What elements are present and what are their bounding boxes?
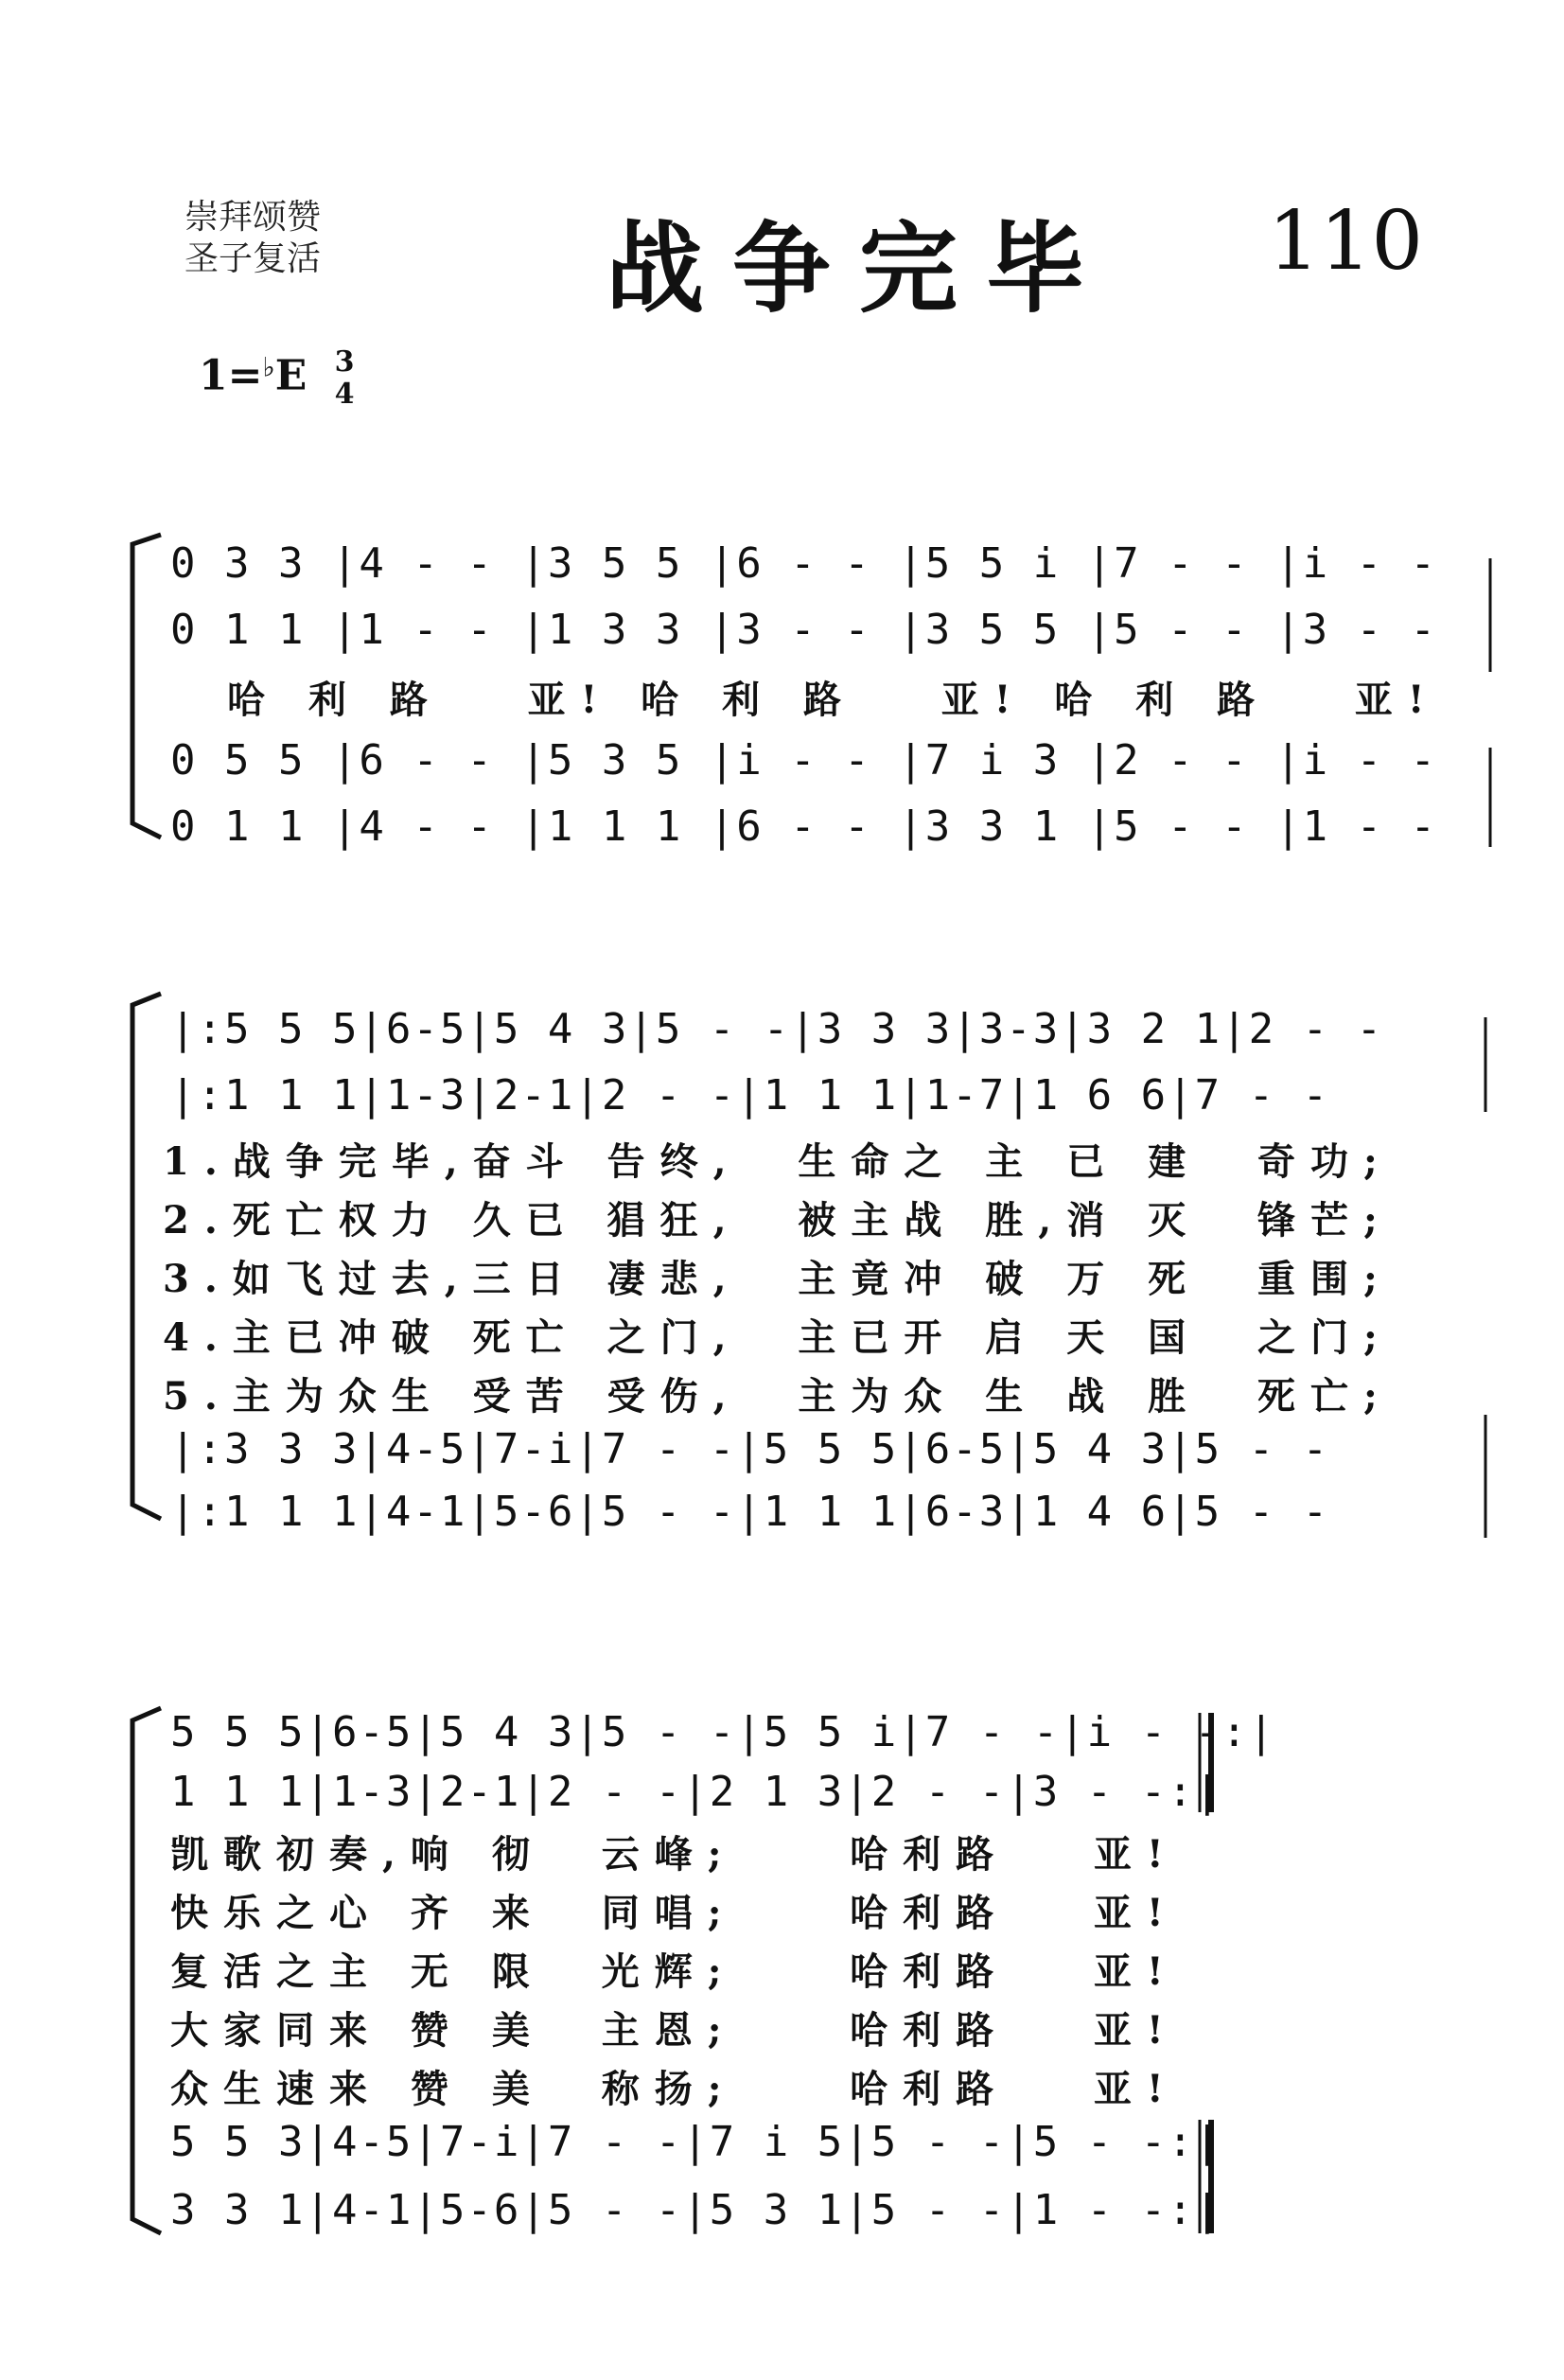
system1-lyrics: 哈 利 路 亚! 哈 利 路 亚! 哈 利 路 亚! [227, 678, 1440, 722]
hymn-title: 战争完毕 [606, 210, 1114, 326]
hymn-number: 110 [1268, 194, 1424, 289]
system1-alto: 0 1 1 |1 - - |1 3 3 |3 - - |3 5 5 |5 - - |3 - - [170, 606, 1438, 654]
system2-verse-5: 5.主为众生 受苦 受伤, 主为众 生 战 胜 死亡; [163, 1374, 1393, 1419]
system2-verse-3: 3.如飞过去,三日 凄悲, 主竟冲 破 万 死 重围; [163, 1257, 1393, 1301]
system3-refrain-4: 大家同来 赞 美 主恩; 哈利路 亚! [170, 2008, 1179, 2053]
time-bottom: 4 [334, 378, 355, 411]
system2-soprano: |:5 5 5|6-5|5 4 3|5 - -|3 3 3|3-3|3 2 1|2 - - [170, 1005, 1384, 1053]
system3-refrain-2: 快乐之心 齐 来 同唱; 哈利路 亚! [170, 1891, 1179, 1935]
category-line-1: 崇拜颂赞 [185, 198, 322, 237]
system3-tenor: 5 5 3|4-5|7-i|7 - -|7 i 5|5 - -|5 - -:| [170, 2118, 1222, 2166]
system1-tenor: 0 5 5 |6 - - |5 3 5 |i - - |7 i 3 |2 - - |i - - [170, 736, 1438, 785]
system3-bass: 3 3 1|4-1|5-6|5 - -|5 3 1|5 - -|1 - -:| [170, 2186, 1222, 2234]
system2-verse-1: 1.战争完毕,奋斗 告终, 生命之 主 已 建 奇功; [163, 1139, 1393, 1184]
system1-soprano: 0 3 3 |4 - - |3 5 5 |6 - - |5 5 i |7 - - |i - - [170, 539, 1438, 588]
system3-alto: 1 1 1|1-3|2-1|2 - -|2 1 3|2 - -|3 - -:| [170, 1768, 1222, 1816]
key-label: 1= [199, 351, 263, 400]
system1-bass: 0 1 1 |4 - - |1 1 1 |6 - - |3 3 1 |5 - - |1 - - [170, 802, 1438, 851]
system3-soprano: 5 5 5|6-5|5 4 3|5 - -|5 5 i|7 - -|i - -:| [170, 1708, 1276, 1756]
system2-verse-2: 2.死亡权力 久已 猖狂, 被主战 胜,消 灭 锋芒; [163, 1198, 1393, 1243]
system3-refrain-5: 众生速来 赞 美 称扬; 哈利路 亚! [170, 2067, 1179, 2111]
key-note: E [274, 351, 308, 400]
system2-verse-4: 4.主已冲破 死亡 之门, 主已开 启 天 国 之门; [163, 1315, 1393, 1360]
category-line-2: 圣子复活 [185, 239, 322, 278]
time-top: 3 [334, 345, 355, 379]
flat-sign: ♭ [262, 351, 275, 383]
system2-bass: |:1 1 1|4-1|5-6|5 - -|1 1 1|6-3|1 4 6|5 - - [170, 1488, 1330, 1536]
system2-alto: |:1 1 1|1-3|2-1|2 - -|1 1 1|1-7|1 6 6|7 - - [170, 1071, 1330, 1119]
system3-refrain-3: 复活之主 无 限 光辉; 哈利路 亚! [170, 1949, 1179, 1994]
system2-tenor: |:3 3 3|4-5|7-i|7 - -|5 5 5|6-5|5 4 3|5 - - [170, 1425, 1330, 1473]
system3-refrain-1: 凯歌初奏,响 彻 云峰; 哈利路 亚! [170, 1832, 1179, 1877]
